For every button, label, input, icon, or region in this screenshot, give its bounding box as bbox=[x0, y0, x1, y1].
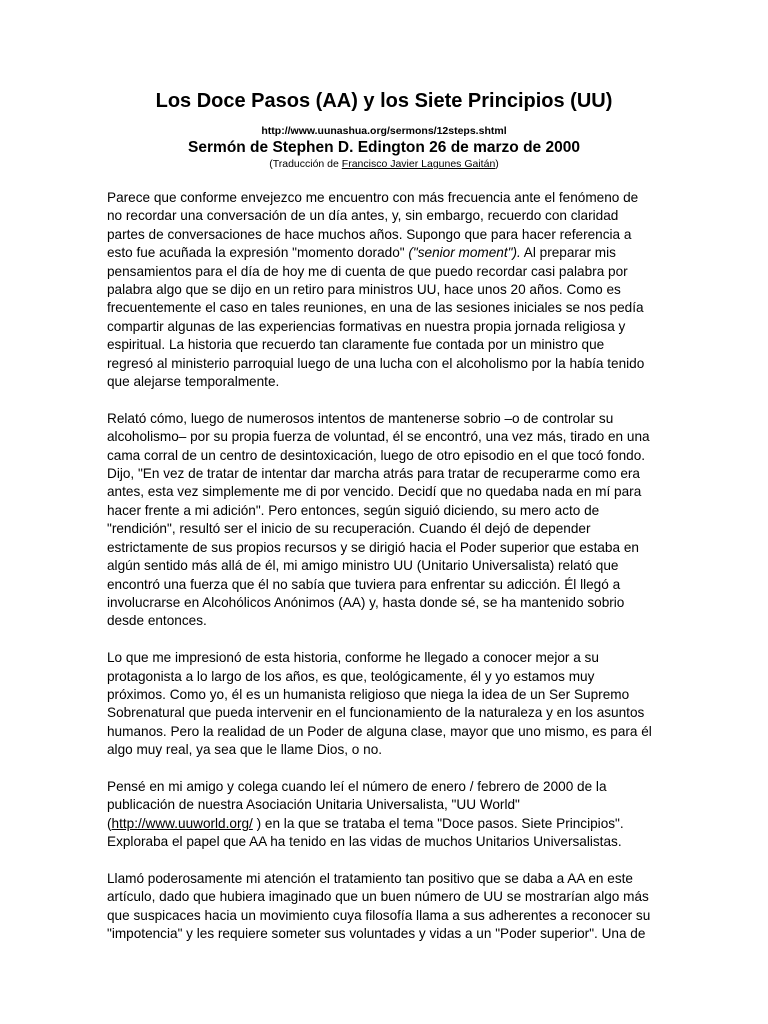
text-line: encontró una fuerza que él no sabía que tuviera para enfrentar su adicción. Él llegó a bbox=[107, 576, 621, 592]
text-line: regresó al ministerio parroquial luego de una lucha con el alcoholismo por la había tenido bbox=[107, 355, 645, 371]
text-line: Dijo, "En vez de tratar de intentar dar marcha atrás para tratar de recuperarme como era bbox=[107, 466, 640, 482]
text-segment: ( bbox=[107, 815, 112, 831]
text-line: humanos. Pero la realidad de un Poder de alguna clase, mayor que uno mismo, es para él bbox=[107, 723, 652, 739]
text-line: algo muy real, ya sea que le llame Dios, o no. bbox=[107, 742, 383, 758]
text-line bbox=[107, 244, 667, 262]
translation-suffix: ) bbox=[495, 158, 499, 170]
text-line: desde entonces. bbox=[107, 613, 207, 629]
text-line: "impotencia" y les requiere someter sus voluntades y vidas a un "Poder superior". Una de bbox=[107, 926, 646, 942]
text-line: que alejarse temporalmente. bbox=[107, 374, 280, 390]
text-line: algún sentido más allá de él, mi amigo ministro UU (Unitario Universalista) relató que bbox=[107, 558, 619, 574]
text-line: palabra algo que se dijo en un retiro para ministros UU, hace unos 20 años. Como es bbox=[107, 282, 621, 298]
sermon-body bbox=[107, 189, 667, 962]
translation-credit bbox=[0, 157, 768, 171]
text-line: publicación de nuestra Asociación Unitaria Universalista, "UU World" bbox=[107, 797, 520, 813]
text-line: Lo que me impresionó de esta historia, conforme he llegado a conocer mejor a su bbox=[107, 650, 599, 666]
paragraph-5 bbox=[107, 870, 667, 944]
text-segment: Al preparar mis bbox=[520, 245, 616, 261]
document-title: Los Doce Pasos (AA) y los Siete Principios (UU) bbox=[155, 90, 613, 112]
uuworld-link[interactable]: http://www.uuworld.org/ bbox=[111, 815, 253, 831]
text-line bbox=[107, 815, 667, 833]
text-line: hacer frente a mi adición". Pero entonces, según siguió diciendo, su mero acto de bbox=[107, 502, 600, 518]
paragraph-4 bbox=[107, 778, 667, 852]
text-line: Sobrenatural que pueda intervenir en el funcionamiento de la naturaleza y en los asuntos bbox=[107, 705, 645, 721]
text-segment: esto fue acuñada la expresión "momento dorado" bbox=[107, 245, 409, 261]
text-segment: ) en la que se trataba el tema "Doce pasos. Siete Principios". bbox=[252, 815, 624, 831]
text-line: espiritual. La historia que recuerdo tan claramente fue contada por un ministro que bbox=[107, 337, 605, 353]
text-line: frecuentemente el caso en tales reuniones, en una de las sesiones iniciales se nos pedía bbox=[107, 300, 644, 316]
text-line: Exploraba el papel que AA ha tenido en las vidas de muchos Unitarios Universalistas. bbox=[107, 834, 622, 850]
sermon-subtitle: Sermón de Stephen D. Edington 26 de marzo de 2000 bbox=[188, 139, 580, 156]
text-line: Pensé en mi amigo y colega cuando leí el número de enero / febrero de 2000 de la bbox=[107, 778, 607, 794]
text-line: Llamó poderosamente mi atención el tratamiento tan positivo que se daba a AA en este bbox=[107, 870, 633, 886]
text-line: pensamientos para el día de hoy me di cuenta de que puedo recordar casi palabra por bbox=[107, 263, 628, 279]
text-line: estrictamente de sus propios recursos y se dirigió hacia el Poder superior que estaba en bbox=[107, 539, 639, 555]
source-url-link[interactable]: http://www.uunashua.org/sermons/12steps.shtml bbox=[261, 125, 507, 137]
translator-link[interactable]: Francisco Javier Lagunes Gaitán bbox=[341, 158, 496, 170]
text-line: compartir algunas de las experiencias formativas en nuestra propia jornada religiosa y bbox=[107, 318, 626, 334]
text-line: alcoholismo– por su propia fuerza de voluntad, él se encontró, una vez más, tirado en una bbox=[107, 429, 650, 445]
text-line: que suspicaces hacia un movimiento cuya filosofía llama a sus adherentes a reconocer su bbox=[107, 907, 651, 923]
text-line: Relató cómo, luego de numerosos intentos de mantenerse sobrio –o de controlar su bbox=[107, 410, 614, 426]
paragraph-2 bbox=[107, 410, 667, 631]
text-line: partes de conversaciones de hace muchos años. Supongo que para hacer referencia a bbox=[107, 226, 632, 242]
text-line: involucrarse en Alcohólicos Anónimos (AA) y, hasta donde sé, se ha mantenido sobrio bbox=[107, 594, 625, 610]
italic-phrase: ("senior moment"). bbox=[408, 245, 521, 261]
text-line: protagonista a lo largo de los años, es que, teológicamente, él y yo estamos muy bbox=[107, 668, 595, 684]
text-line: no recordar una conversación de un día antes, y, sin embargo, recuerdo con claridad bbox=[107, 208, 619, 224]
text-line: artículo, dado que hubiera imaginado que un buen número de UU se mostrarían algo más bbox=[107, 889, 649, 905]
paragraph-1 bbox=[107, 189, 667, 391]
text-line: próximos. Como yo, él es un humanista religioso que niega la idea de un Ser Supremo bbox=[107, 686, 630, 702]
paragraph-3 bbox=[107, 649, 667, 759]
text-line: "rendición", resultó ser el inicio de su recuperación. Cuando él dejó de depender bbox=[107, 521, 591, 537]
text-line: Parece que conforme envejezco me encuentro con más frecuencia ante el fenómeno de bbox=[107, 190, 639, 205]
text-line: antes, esta vez simplemente me di por vencido. Decidí que no quedaba nada en mí para bbox=[107, 484, 642, 500]
text-line: cama corral de un centro de desintoxicación, luego de otro episodio en el que tocó fondo. bbox=[107, 447, 646, 463]
translation-prefix: (Traducción de bbox=[269, 158, 342, 170]
